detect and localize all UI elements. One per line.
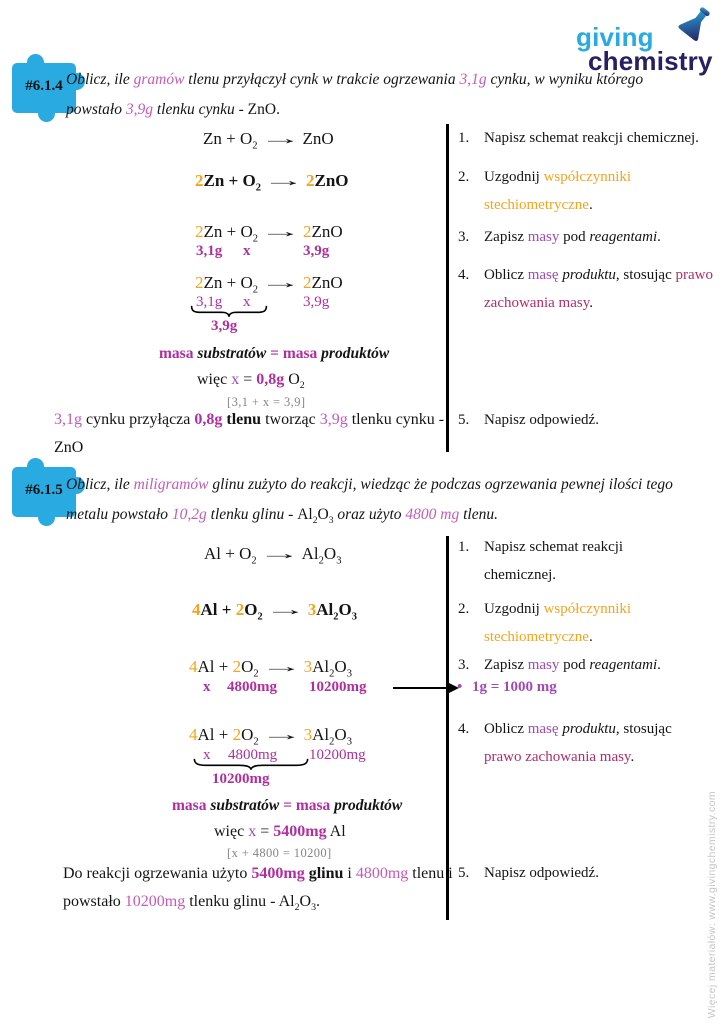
text-segment: . — [657, 657, 661, 673]
p1-mass-zno-2: 3,9g — [303, 294, 330, 310]
text-segment: Uzgodnij — [484, 169, 544, 185]
p2-mass-o2: 4800mg — [227, 679, 277, 695]
p2-step4-number: 4. — [458, 721, 470, 737]
text-segment: 4800mg — [355, 865, 409, 882]
text-segment: 4 — [189, 657, 198, 676]
problem-number: #6.1.4 — [25, 78, 63, 94]
text-segment: 2 — [251, 555, 257, 567]
text-segment: 3,9g — [319, 411, 348, 428]
text-segment: Napisz odpowiedź. — [484, 865, 599, 881]
logo-word-giving: giving — [576, 22, 654, 52]
text-segment: substratów — [197, 345, 267, 362]
unit-note-bullet: • — [457, 679, 463, 695]
text-segment: O — [299, 893, 312, 910]
text-segment: → — [263, 600, 307, 619]
text-segment: tlenku glinu - Al — [185, 893, 295, 910]
text-segment: 10,2g — [171, 506, 207, 523]
p2-equation-sum-step — [189, 725, 352, 748]
p2-step5-text — [484, 865, 599, 882]
text-segment: 3,1g — [54, 411, 82, 428]
column-divider-2 — [446, 536, 449, 920]
text-segment: chemicznej. — [484, 567, 557, 583]
text-segment: 4800 mg — [405, 506, 460, 523]
text-segment: metalu powstało — [66, 506, 172, 523]
text-segment: 2 — [253, 736, 259, 748]
text-segment: Al + — [200, 600, 236, 619]
text-segment: Al — [316, 600, 334, 619]
p1-answer-line1 — [54, 411, 444, 429]
text-segment: tworząc — [261, 411, 320, 428]
text-segment: → — [259, 273, 302, 292]
p1-step3-text — [484, 229, 661, 246]
text-segment: 5400mg — [273, 823, 327, 840]
text-segment: prawo — [675, 267, 713, 283]
text-segment: produktów — [334, 797, 403, 814]
text-segment: → — [262, 171, 305, 190]
p1-answer-line2 — [54, 439, 83, 457]
text-segment: masa — [295, 797, 335, 814]
problem1-statement-line1 — [66, 71, 643, 89]
problem-number: #6.1.5 — [25, 482, 63, 498]
text-segment: Oblicz — [484, 721, 528, 737]
text-segment: . — [657, 229, 661, 245]
text-segment: Al — [312, 657, 330, 676]
text-segment: cynku, w wyniku którego — [486, 71, 644, 88]
text-segment: 2 — [329, 736, 335, 748]
text-segment: 10200mg — [124, 893, 186, 910]
p1-step2-text-line2 — [484, 197, 593, 214]
p1-step4-text-line1 — [484, 267, 713, 284]
text-segment: masa — [172, 797, 211, 814]
text-segment: zachowania masy — [484, 295, 590, 311]
text-segment: tlenu przyłączył cynk w trakcie ogrzewania — [184, 71, 460, 88]
text-segment: . — [630, 749, 635, 765]
text-segment: 2 — [255, 182, 261, 194]
p2-mass-al: x — [203, 679, 211, 695]
p2-equation-with-masses — [189, 657, 352, 680]
text-segment: ZnO — [302, 129, 334, 148]
p1-step2-number: 2. — [458, 169, 470, 185]
text-segment: masa — [282, 345, 322, 362]
text-segment: Al + O — [204, 544, 252, 563]
p2-step1-text-line1 — [484, 539, 623, 556]
p1-step3-number: 3. — [458, 229, 470, 245]
text-segment: tlenu. — [459, 506, 498, 523]
text-segment: ZnO. — [247, 101, 280, 118]
text-segment: ZnO — [311, 273, 343, 292]
p2-mass-al-2: x — [203, 747, 211, 763]
text-segment: masy — [527, 229, 560, 245]
text-segment: 2 — [252, 233, 259, 245]
text-segment: . — [589, 295, 593, 311]
p1-mass-law-line — [159, 345, 389, 363]
text-segment: O — [334, 725, 347, 744]
text-segment: Al — [297, 506, 313, 523]
text-segment: Napisz schemat reakcji chemicznej. — [484, 130, 699, 146]
p1-solution-line — [197, 371, 305, 392]
text-segment: Al + — [197, 725, 233, 744]
text-segment: 2 — [299, 380, 305, 392]
text-segment: reagentami — [589, 657, 658, 673]
text-segment: 3,9g — [125, 101, 153, 118]
text-segment: O — [244, 600, 258, 619]
text-segment: 3 — [346, 736, 352, 748]
text-segment: glinu — [308, 865, 344, 882]
p1-mass-o2: x — [243, 243, 251, 259]
text-segment: = — [279, 797, 296, 814]
text-segment: stechiometryczne — [484, 629, 589, 645]
p2-mass-o2-2: 4800mg — [228, 747, 278, 763]
arrow-to-unit-note — [393, 687, 451, 689]
text-segment: → — [257, 544, 301, 563]
problem2-statement-line1 — [66, 476, 673, 494]
p1-step5-number: 5. — [458, 412, 470, 428]
text-segment: 2 — [312, 515, 318, 527]
text-segment: więc — [214, 823, 249, 840]
p2-equation-scheme — [204, 544, 342, 567]
text-segment: O — [241, 657, 254, 676]
p2-step3-number: 3. — [458, 657, 470, 673]
p2-step3-text — [484, 657, 661, 674]
text-segment: Zapisz — [484, 229, 528, 245]
p2-step2-text-line1 — [484, 601, 631, 618]
text-segment: 3 — [336, 555, 342, 567]
p2-step2-number: 2. — [458, 601, 470, 617]
text-segment: 2 — [232, 725, 242, 744]
text-segment: 2 — [252, 284, 259, 296]
underbrace-icon — [192, 757, 310, 770]
p2-brace-total: 10200mg — [212, 771, 270, 787]
text-segment: 2 — [305, 171, 315, 190]
text-segment: produktów — [321, 345, 390, 362]
text-segment: 4 — [189, 725, 198, 744]
text-segment: 2 — [303, 273, 312, 292]
text-segment: . — [588, 629, 593, 645]
text-segment: ZnO — [311, 222, 343, 241]
text-segment: cynku przyłącza — [82, 411, 195, 428]
p1-step4-number: 4. — [458, 267, 470, 283]
p1-mass-zn: 3,1g — [196, 243, 223, 259]
text-segment: → — [259, 725, 303, 744]
text-segment: 3,1g — [459, 71, 487, 88]
p1-step5-text — [484, 412, 599, 429]
text-segment: ZnO — [314, 171, 349, 190]
text-segment: Zn + O — [203, 273, 253, 292]
text-segment: i — [343, 865, 356, 882]
p2-step4-text-line2 — [484, 749, 634, 766]
p2-step1-text-line2 — [484, 567, 556, 584]
p2-mass-al2o3-2: 10200mg — [309, 747, 366, 763]
text-segment: 2 — [232, 657, 242, 676]
text-segment: O — [323, 544, 337, 563]
p1-step1-text — [484, 130, 699, 147]
p1-step2-text-line1 — [484, 169, 631, 186]
text-segment: → — [259, 657, 303, 676]
logo — [572, 12, 718, 78]
text-segment: 2 — [329, 668, 335, 680]
text-segment: Napisz odpowiedź. — [484, 412, 599, 428]
p2-equation-check: [x + 4800 = 10200] — [227, 846, 332, 860]
text-segment: 0,8g — [256, 371, 285, 388]
text-segment: Al + — [197, 657, 233, 676]
text-segment: pod — [559, 657, 590, 673]
text-segment: 3 — [346, 668, 352, 680]
text-segment: 2 — [252, 140, 258, 152]
text-segment: O — [284, 371, 300, 388]
text-segment: tlenku cynku - — [347, 411, 445, 428]
p2-answer-line1 — [63, 865, 453, 883]
p1-mass-zn-2: 3,1g — [196, 294, 223, 310]
text-segment: prawo zachowania masy — [484, 749, 631, 765]
p1-equation-balanced-bold — [195, 171, 349, 194]
text-segment: 0,8g — [194, 411, 223, 428]
text-segment: masy — [527, 657, 560, 673]
text-segment: , stosując — [615, 721, 672, 737]
problem2-statement-line2 — [66, 506, 498, 527]
text-segment: Oblicz, ile — [66, 476, 134, 493]
text-segment: Al — [301, 544, 319, 563]
text-segment: x — [248, 823, 257, 840]
puzzle-tab-top — [27, 54, 44, 71]
text-segment: 2 — [294, 902, 300, 914]
text-segment: stechiometryczne — [484, 197, 589, 213]
text-segment: Uzgodnij — [484, 601, 544, 617]
p2-step1-number: 1. — [458, 539, 470, 555]
text-segment: → — [259, 222, 302, 241]
watermark-url: Więcej materiałów: www.givingchemistry.com — [706, 790, 718, 1018]
p2-answer-line2 — [63, 893, 321, 914]
text-segment: . — [588, 197, 593, 213]
text-segment: 3 — [328, 515, 334, 527]
text-segment: produktu — [562, 267, 616, 283]
flask-icon — [668, 4, 718, 50]
p1-mass-zno: 3,9g — [303, 243, 330, 259]
text-segment: O — [338, 600, 352, 619]
text-segment: współczynniki — [543, 601, 632, 617]
problem1-statement-line2 — [66, 101, 280, 119]
text-segment: oraz użyto — [333, 506, 406, 523]
text-segment: 5400mg — [251, 865, 305, 882]
text-segment: tlenku cynku - — [152, 101, 248, 118]
text-segment: tlenu i — [408, 865, 453, 882]
text-segment: pod — [559, 229, 590, 245]
text-segment: tlenku glinu - — [206, 506, 298, 523]
text-segment: 2 — [195, 222, 204, 241]
text-segment: reagentami — [589, 229, 658, 245]
puzzle-tab-bottom — [38, 509, 55, 526]
text-segment: gramów — [133, 71, 185, 88]
text-segment: ZnO — [54, 439, 84, 456]
text-segment: 2 — [195, 171, 204, 190]
text-segment: O — [317, 506, 329, 523]
text-segment: 3 — [303, 657, 313, 676]
puzzle-tab-top — [27, 458, 44, 475]
text-segment: 2 — [235, 600, 245, 619]
text-segment: Al — [312, 725, 330, 744]
text-segment: 4 — [192, 600, 201, 619]
text-segment: O — [241, 725, 254, 744]
underbrace-icon — [190, 304, 268, 317]
p1-equation-check: [3,1 + x = 3,9] — [227, 395, 306, 409]
p1-step1-number: 1. — [458, 130, 470, 146]
column-divider-1 — [446, 124, 449, 452]
p2-step2-text-line2 — [484, 629, 593, 646]
text-segment: masa — [159, 345, 198, 362]
text-segment: tlenu — [226, 411, 262, 428]
text-segment: → — [258, 129, 302, 148]
text-segment: Oblicz — [484, 267, 528, 283]
logo-word-chemistry: chemistry — [588, 46, 713, 76]
puzzle-tab-bottom — [38, 105, 55, 122]
text-segment: 3 — [307, 600, 317, 619]
text-segment: glinu zużyto do reakcji, wiedząc że podczas ogrzewania pewnej ilości tego — [208, 476, 673, 493]
text-segment: 2 — [333, 611, 339, 623]
text-segment: x — [231, 371, 240, 388]
text-segment: 2 — [318, 555, 324, 567]
text-segment: . — [316, 893, 321, 910]
text-segment: współczynniki — [543, 169, 632, 185]
p1-step4-text-line2 — [484, 295, 593, 312]
p1-equation-sum-step — [195, 273, 343, 296]
text-segment: 2 — [195, 273, 204, 292]
text-segment: 3 — [311, 902, 317, 914]
p2-step4-text-line1 — [484, 721, 672, 738]
text-segment: O — [334, 657, 347, 676]
p2-solution-line — [214, 823, 346, 841]
text-segment: więc — [197, 371, 232, 388]
text-segment: Do reakcji ogrzewania użyto — [63, 865, 252, 882]
text-segment: masę — [527, 267, 559, 283]
text-segment: Zapisz — [484, 657, 528, 673]
text-segment: produktu — [562, 721, 616, 737]
text-segment: Napisz schemat reakcji — [484, 539, 624, 555]
text-segment: masę — [527, 721, 559, 737]
p1-equation-scheme — [203, 129, 334, 152]
text-segment: Oblicz, ile — [66, 71, 134, 88]
p2-mass-law-line — [172, 797, 402, 815]
text-segment: 2 — [253, 668, 259, 680]
p1-brace-total: 3,9g — [211, 318, 238, 334]
text-segment: powstało — [63, 893, 125, 910]
p2-equation-balanced-bold — [192, 600, 357, 623]
text-segment: Al — [326, 823, 346, 840]
p1-equation-with-masses — [195, 222, 343, 245]
text-segment: , stosując — [615, 267, 676, 283]
p1-mass-o2-2: x — [243, 294, 251, 310]
text-segment: 2 — [257, 611, 263, 623]
text-segment: powstało — [66, 101, 126, 118]
text-segment: = — [266, 345, 283, 362]
text-segment: = — [239, 371, 257, 388]
text-segment: Zn + O — [203, 171, 256, 190]
text-segment: 2 — [303, 222, 312, 241]
text-segment: Zn + O — [203, 129, 253, 148]
text-segment: miligramów — [133, 476, 209, 493]
text-segment: substratów — [210, 797, 280, 814]
text-segment: 3 — [303, 725, 313, 744]
text-segment: 3 — [351, 611, 357, 623]
p2-mass-al2o3: 10200mg — [309, 679, 367, 695]
text-segment: Zn + O — [203, 222, 253, 241]
p2-step5-number: 5. — [458, 865, 470, 881]
text-segment: = — [256, 823, 274, 840]
unit-note-text: 1g = 1000 mg — [472, 679, 557, 695]
